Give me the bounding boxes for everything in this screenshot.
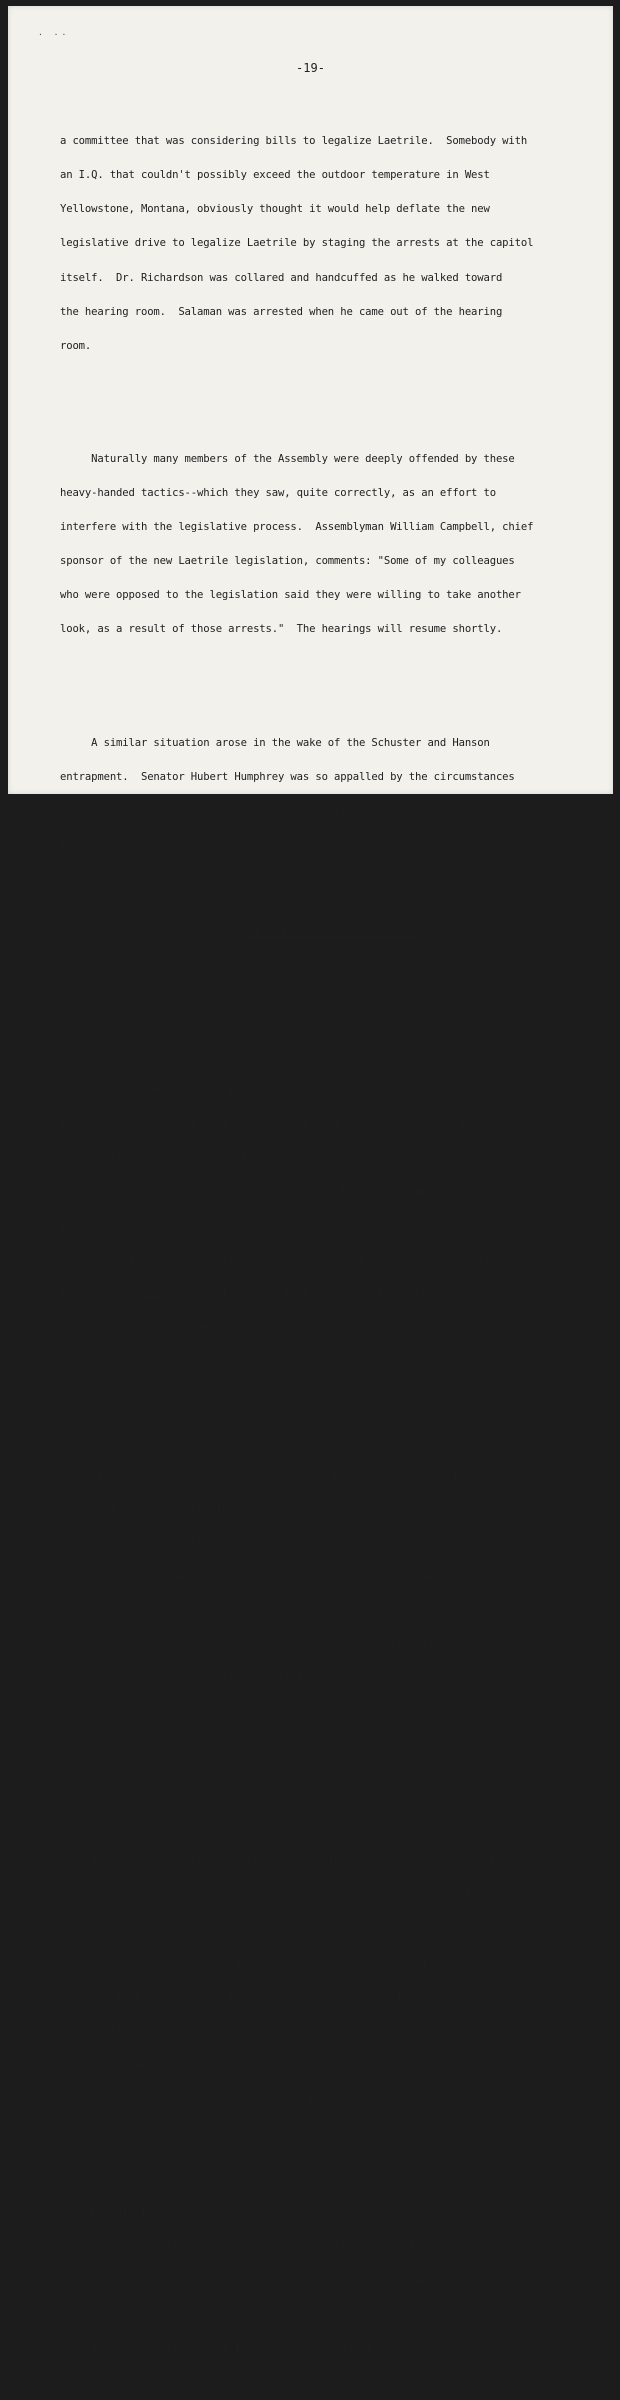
paragraph xyxy=(60,2185,602,2378)
text-line: released on his own recognizance and told he could travel between Mexico xyxy=(60,1605,509,1618)
text-line: Naturally many members of the Assembly were deeply offended by these xyxy=(60,453,515,465)
text-line: in San Diego. He believes it may be the final piece of government overkill, xyxy=(60,1083,534,1096)
text-line: What looms ahead is what McNaughton calls "the Moscow showcase trial" xyxy=(60,1049,521,1062)
text-line: a committee that was considering bills to legalize Laetrile. Somebody with xyxy=(60,135,528,148)
text-line: people I've talked to and the evidence I've seen the conclusion is that xyxy=(60,2308,503,2321)
text-line: financial statement with the court showing to the satisfaction of the xyxy=(60,1503,490,1516)
text-line: Mexico in order to avoid standing trial, as he could have, he replied: xyxy=(60,1673,496,1686)
text-line: judge that his liabilities far exceed his assets and was assigned a defense xyxy=(60,1537,534,1550)
text-line xyxy=(60,1289,602,1300)
text-line: enormous. The government took 289 days and spent in excess of $4 million xyxy=(60,1253,515,1266)
text-line: heavy-handed tactics--which they saw, quite correctly, as an effort to xyxy=(60,487,496,500)
text-line: McNaughton, incidentally, went from Tijuana to San Diego and turned xyxy=(60,1435,509,1448)
text-line: desirable if Laetrile works. "I mean," he said, "I don't think anybody in xyxy=(60,2240,521,2253)
text-line: San Diego case, has said: "What is sad is to see people wasting their xyxy=(60,1888,496,1901)
text-line: legislative drive to legalize Laetrile by staging the arrests at the capitol xyxy=(60,237,534,250)
text-line: representatives, enough is enough, already. The cost of prosecuting xyxy=(60,1185,484,1198)
text-line: an I.Q. that couldn't possibly exceed the outdoor temperature in West xyxy=(60,169,490,182)
text-line: Yellowstone, Montana, obviously thought it would help deflate the new xyxy=(60,203,490,216)
text-run: defendants in the Krebiozen "quackery" trial of the xyxy=(165,1287,490,1300)
text-line: their right minds would try to suppress a legitimate cancer cure. From the xyxy=(60,2274,528,2287)
text-line: lawyer of considerable reputation at government expense. He was then xyxy=(60,1571,490,1584)
text-run: to prosecute xyxy=(60,1287,141,1300)
text-line: sponsor of the new Laetrile legislation, comments: "Some of my colleagues xyxy=(60,555,515,568)
body-text xyxy=(60,91,602,2400)
text-line: and California. When asked if he ever considered sitting it out in xyxy=(60,1639,478,1652)
text-line: A similar situation arose in the wake of the Schuster and Hanson xyxy=(60,736,490,749)
text-line: interfere with the legislative process. Assemblyman William Campbell, chief xyxy=(60,521,534,534)
text-line: multimillion dollar trial, will finally say, through their elected xyxy=(60,1151,472,1164)
text-line: essentially deals with smuggling. His replies are encouraging. xyxy=(60,2093,459,2106)
text-line: room. xyxy=(60,339,92,352)
text-line: 1960s. And the government lost! xyxy=(60,1321,260,1334)
text-line: look, as a result of those arrests." The hearings will resume shortly. xyxy=(60,623,503,636)
paragraph xyxy=(60,715,602,874)
text-line: himself in voluntarily when he heard he had been indicted. He filed a xyxy=(60,1469,496,1482)
paragraph xyxy=(60,1833,602,2128)
text-line: 19 conspirators in a case as complex as this one is bound to be xyxy=(60,1219,453,1232)
text-line: last nickel or dime in Mexico being hauled over dusty roads to clinics." xyxy=(60,1923,509,1935)
paragraph xyxy=(60,114,602,375)
text-line: that the public, which will have to foot what is expected to be a months-long xyxy=(60,1117,540,1130)
text-line: of their arrests that he called for an investigation and asked the FDA xyxy=(60,804,496,817)
text-line: conversation I asked him for his personal views on Laetrile and whether the xyxy=(60,2025,528,2038)
document-page xyxy=(8,6,613,2355)
page-number: -19- xyxy=(296,61,325,75)
corner-marks: . .. xyxy=(38,28,70,37)
text-line: He said that the prosecution of those indicted would be less than xyxy=(60,2206,496,2219)
text-line: to initiate new Laetrile studies. xyxy=(60,838,266,851)
section-heading xyxy=(60,928,602,939)
text-line: entrapment. Senator Hubert Humphrey was so appalled by the circumstances xyxy=(60,770,515,783)
text-line: efficacy issue would have any bearing on his handling of the case, which xyxy=(60,2059,509,2072)
paragraph xyxy=(60,1028,602,1357)
text-line: the hearing room. Salaman was arrested when he came out of the hearing xyxy=(60,305,503,318)
quote-line: "Not for a moment. I wouldn't miss this for anything in the world." xyxy=(60,1764,515,1777)
text-line: Laetrile is worthless...But I'm not a doctor and I can't really say." xyxy=(60,2342,490,2355)
underlined-word: four xyxy=(140,1287,166,1300)
text-line: itself. Dr. Richardson was collared and handcuffed as he walked toward xyxy=(60,271,503,284)
text-line: who were opposed to the legislation said they were willing to take another xyxy=(60,589,521,602)
paragraph xyxy=(60,431,602,658)
paragraph xyxy=(60,1414,602,1709)
text-line: I'm keeping an open mind on Hoffman, for the time being. I do believe, xyxy=(60,1957,503,1970)
text-line: however, that he has been misinformed on the efficacy issue. In a telephone xyxy=(60,1991,534,2004)
text-line: Assistant U.S. attorney Herb Hoffman, the federal prosecutor in the xyxy=(60,1854,509,1867)
section-heading-text: "The Moscow Showcase Trial" xyxy=(246,927,416,940)
